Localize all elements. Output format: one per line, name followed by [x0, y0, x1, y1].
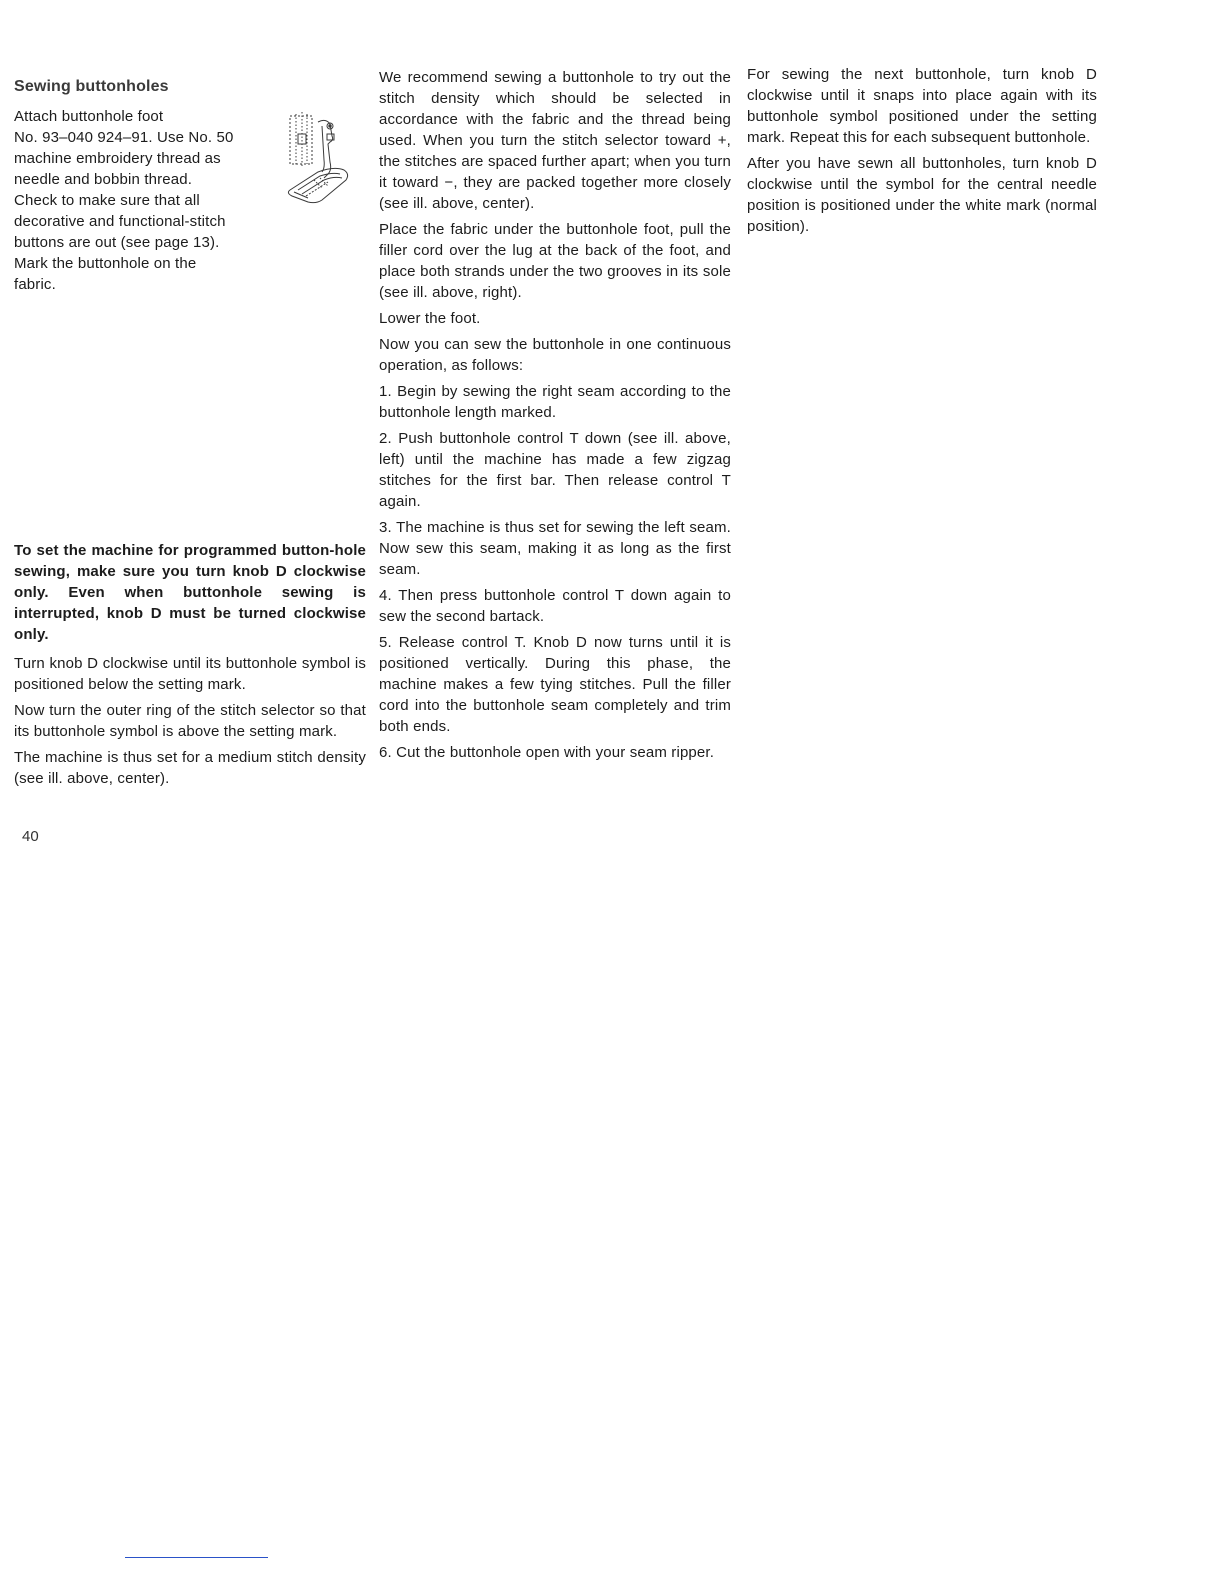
step-item: 2. Push buttonhole control T down (see ill. above, left) until the machine has made a few zigzag stitches for the first bar. Then release control T again.	[379, 430, 731, 510]
middle-column	[379, 67, 731, 768]
intro-line: Attach buttonhole foot	[14, 108, 164, 125]
step-item: 3. The machine is thus set for sewing the left seam. Now sew this seam, making it as long as the first seam.	[379, 519, 731, 578]
footer-divider	[125, 1557, 268, 1558]
intro-line: buttons are out (see page 13).	[14, 234, 220, 251]
warning-text: To set the machine for programmed button-hole sewing, make sure you turn knob D clockwise only. Even when buttonhole sewing is interrupted, knob D must be turned clockwise only.	[14, 542, 366, 643]
paragraph: Turn knob D clockwise until its buttonhole symbol is positioned below the setting mark.	[14, 655, 366, 693]
left-column	[14, 76, 366, 787]
section-heading: Sewing buttonholes	[14, 78, 169, 95]
paragraph: Place the fabric under the buttonhole foot, pull the filler cord over the lug at the back of the foot, and place both strands under the two grooves in its sole (see ill. above, right).	[379, 221, 731, 301]
paragraph: After you have sewn all buttonholes, turn knob D clockwise until the symbol for the central needle position is positioned under the white mark (normal position).	[747, 155, 1097, 235]
intro-text	[14, 106, 264, 295]
intro-line: No. 93–040 924–91. Use No. 50	[14, 129, 234, 146]
intro-line: Check to make sure that all	[14, 192, 200, 209]
paragraph: Lower the foot.	[379, 310, 481, 327]
paragraph: The machine is thus set for a medium stitch density (see ill. above, center).	[14, 749, 366, 787]
step-item: 4. Then press buttonhole control T down again to sew the second bartack.	[379, 587, 731, 625]
paragraph: Now turn the outer ring of the stitch selector so that its buttonhole symbol is above the setting mark.	[14, 702, 366, 740]
paragraph: We recommend sewing a buttonhole to try out the stitch density which should be selected in accordance with the fabric and the thread being used. When you turn the stitch selector toward +, the stitches are spaced further apart; when you turn it toward −, they are packed together more closely (see ill. above, center).	[379, 69, 731, 212]
page-number: 40	[22, 828, 39, 845]
step-item: 1. Begin by sewing the right seam according to the buttonhole length marked.	[379, 383, 731, 421]
right-column	[747, 64, 1097, 242]
intro-line: needle and bobbin thread.	[14, 171, 193, 188]
paragraph: For sewing the next buttonhole, turn knob D clockwise until it snaps into place again with its buttonhole symbol positioned under the setting mark. Repeat this for each subsequent buttonhole.	[747, 66, 1097, 146]
step-item: 6. Cut the buttonhole open with your seam ripper.	[379, 744, 715, 761]
intro-line: machine embroidery thread as	[14, 150, 221, 167]
intro-line: Mark the buttonhole on the	[14, 255, 197, 272]
warning-block	[14, 540, 366, 794]
intro-line: fabric.	[14, 276, 56, 293]
buttonhole-foot-illustration	[278, 104, 368, 214]
step-item: 5. Release control T. Knob D now turns until it is positioned vertically. During this phase, the machine makes a few tying stitches. Pull the filler cord into the buttonhole seam completely and trim both ends.	[379, 634, 731, 735]
intro-line: decorative and functional-stitch	[14, 213, 226, 230]
paragraph: Now you can sew the buttonhole in one continuous operation, as follows:	[379, 336, 731, 374]
